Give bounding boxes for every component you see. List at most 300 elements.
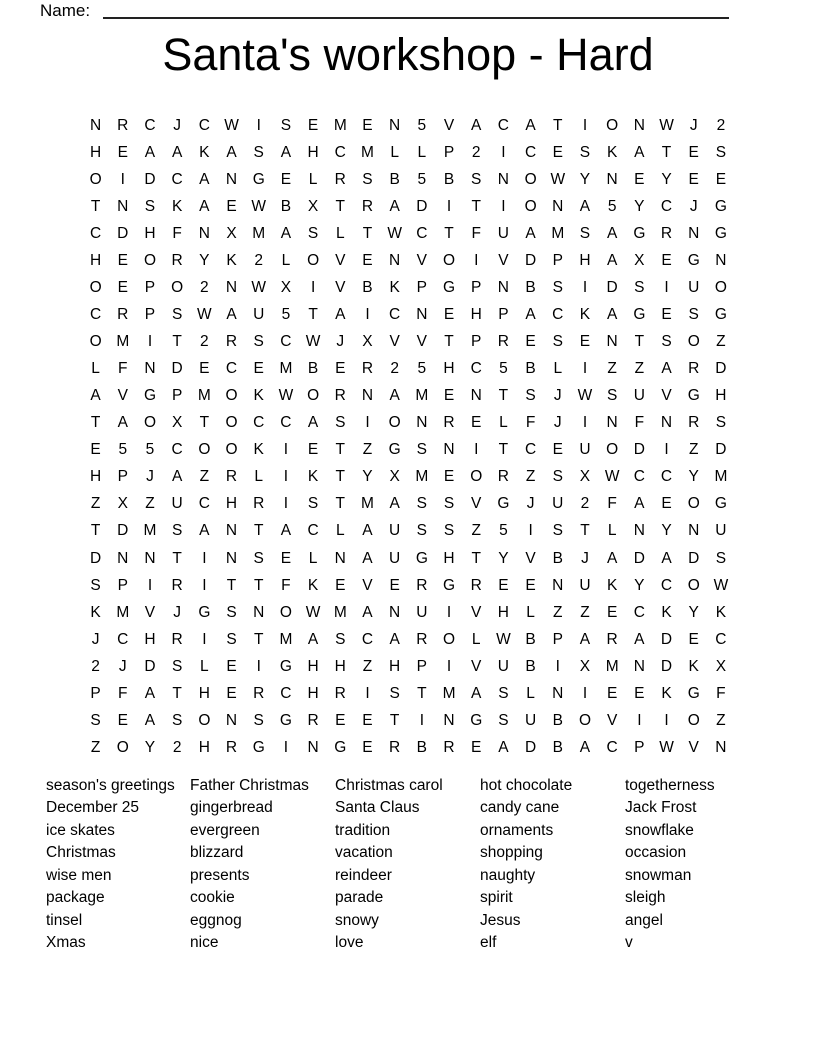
grid-cell: I [365,306,370,324]
grid-cell: O [606,441,619,459]
grid-cell: A [171,143,183,161]
grid-cell: K [688,657,699,675]
grid-cell: P [498,306,509,324]
grid-cell: M [605,657,619,675]
word-item: angel [625,911,663,929]
grid-cell: E [443,387,455,405]
grid-cell: F [716,684,726,702]
grid-cell: S [579,143,591,161]
grid-cell: E [362,116,373,134]
grid-cell: C [198,495,210,513]
grid-cell: E [389,576,400,594]
word-item: ice skates [46,821,115,839]
grid-cell: J [173,116,182,134]
word-item: tradition [335,821,391,839]
grid-cell: P [552,252,563,269]
grid-cell: Z [199,468,210,486]
grid-cell: P [144,306,156,324]
grid-cell: 5 [118,441,128,459]
grid-cell: L [200,657,209,675]
grid-cell: O [143,252,156,269]
grid-cell: C [660,468,673,486]
grid-cell: I [446,657,452,675]
word-item: elf [480,934,497,952]
grid-cell: S [253,711,264,729]
grid-cell: U [633,387,645,405]
grid-cell: E [280,549,292,567]
grid-cell: B [389,170,400,188]
word-item: Father Christmas [190,777,309,794]
grid-cell: N [389,603,401,621]
grid-cell: E [117,279,128,297]
grid-cell: I [637,711,642,729]
grid-cell: H [389,657,401,675]
grid-cell: T [172,333,182,351]
grid-cell: A [335,306,346,324]
grid-cell: D [171,360,183,378]
grid-cell: Z [716,711,726,729]
word-list-column [335,775,480,955]
grid-cell: I [202,630,207,648]
grid-cell: L [526,603,535,621]
word-item: nice [190,934,219,952]
grid-cell: A [362,603,373,621]
grid-cell: M [361,495,374,513]
grid-cell: A [280,143,292,161]
grid-cell: I [365,684,370,702]
grid-cell: N [225,279,238,297]
grid-cell: T [172,549,182,567]
grid-cell: W [305,333,321,351]
grid-cell: X [280,279,292,297]
grid-cell: R [361,197,374,215]
grid-cell: H [443,360,455,378]
grid-cell: L [91,360,100,378]
grid-cell: 5 [145,441,155,459]
grid-cell: C [524,143,537,161]
grid-cell: L [281,252,291,269]
grid-cell: L [526,684,535,702]
word-item: spirit [480,889,513,907]
grid-cell: T [199,414,210,432]
grid-cell: G [687,684,700,702]
grid-cell: G [633,224,646,242]
grid-cell: A [144,684,156,702]
grid-cell: K [226,252,237,269]
grid-cell: G [279,711,292,729]
grid-cell: E [226,197,237,215]
grid-cell: E [525,333,536,351]
word-item: tinsel [46,911,83,929]
grid-cell: T [661,143,672,161]
grid-cell: M [197,387,211,405]
grid-cell: A [579,738,591,756]
grid-cell: H [89,252,102,269]
grid-cell: S [335,414,346,432]
grid-cell: S [90,576,101,594]
grid-cell: Y [688,468,699,486]
word-item: wise men [46,866,112,884]
grid-cell: T [335,441,346,459]
grid-cell: S [579,224,591,242]
grid-cell: G [443,279,456,297]
grid-cell: J [526,495,535,513]
grid-cell: I [582,360,588,378]
grid-cell: D [715,441,727,459]
grid-cell: T [389,711,400,729]
grid-cell: V [525,549,536,567]
grid-cell: W [550,170,566,188]
grid-cell: A [634,630,645,648]
word-item: togetherness [625,777,715,794]
grid-cell: O [225,441,238,459]
grid-cell: J [146,468,154,486]
grid-cell: I [120,170,125,188]
grid-cell: A [389,197,400,215]
grid-cell: N [606,414,618,432]
grid-cell: E [307,116,319,134]
grid-cell: E [634,684,645,702]
grid-cell: A [280,522,292,540]
grid-cell: O [225,387,238,405]
grid-cell: J [173,603,182,621]
word-item: snowman [625,866,692,884]
word-item: ornaments [480,821,554,839]
grid-cell: G [714,495,727,513]
grid-cell: P [471,333,482,351]
grid-cell: M [116,333,130,351]
grid-cell: Z [580,603,590,621]
grid-cell: C [633,468,645,486]
grid-cell: C [715,630,727,648]
grid-cell: O [388,414,401,432]
word-item: reindeer [335,866,392,884]
grid-cell: O [89,279,102,297]
grid-cell: K [715,603,727,621]
grid-cell: R [470,576,482,594]
grid-cell: O [687,576,700,594]
grid-cell: G [334,738,347,756]
grid-cell: W [197,306,212,324]
grid-cell: M [551,224,565,242]
grid-cell: N [660,414,673,432]
grid-cell: W [251,279,267,297]
word-item: Jack Frost [625,799,697,817]
grid-cell: E [362,252,373,269]
grid-cell: I [283,495,289,513]
grid-cell: N [225,170,238,188]
grid-cell: E [525,576,536,594]
grid-cell: S [715,414,727,432]
grid-cell: N [89,116,102,134]
grid-cell: I [202,549,207,567]
grid-cell: W [659,116,674,134]
grid-cell: A [362,549,373,567]
grid-cell: B [525,630,536,648]
grid-cell: C [416,224,428,242]
grid-cell: Y [498,549,509,567]
grid-cell: U [579,441,591,459]
grid-cell: N [361,387,374,405]
word-item: December 25 [46,799,140,817]
grid-cell: T [253,522,264,540]
grid-cell: P [90,684,101,702]
grid-cell: X [307,197,319,215]
grid-cell: X [579,468,591,486]
grid-cell: O [714,279,727,297]
grid-cell: A [579,197,591,215]
grid-cell: V [416,333,428,351]
grid-cell: C [89,306,102,324]
word-item: snowy [335,911,379,929]
grid-cell: A [471,684,482,702]
grid-cell: Z [688,441,699,459]
grid-cell: 2 [580,495,590,513]
grid-cell: R [416,576,428,594]
grid-cell: 5 [417,170,427,188]
grid-cell: K [389,279,400,297]
grid-cell: 2 [716,116,726,134]
grid-cell: R [117,306,129,324]
grid-cell: U [389,549,401,567]
grid-cell: E [443,306,455,324]
grid-cell: Y [362,468,373,486]
grid-cell: A [525,306,536,324]
grid-cell: I [446,603,452,621]
grid-cell: G [714,306,727,324]
word-item: Xmas [46,934,86,952]
grid-cell: R [117,116,129,134]
grid-cell: A [171,468,183,486]
word-item: snowflake [625,821,694,839]
grid-cell: R [660,224,673,242]
word-item: blizzard [190,844,244,862]
grid-cell: W [305,603,321,621]
letter-grid [82,112,735,761]
grid-cell: E [661,495,672,513]
grid-cell: O [524,197,537,215]
grid-cell: V [335,279,346,297]
grid-cell: M [116,603,130,621]
word-item: vacation [335,844,393,862]
grid-cell: H [307,143,319,161]
grid-cell: 2 [390,360,399,378]
grid-cell: 5 [417,360,427,378]
grid-cell: I [474,252,479,269]
grid-cell: S [688,306,699,324]
grid-cell: A [144,711,156,729]
grid-cell: C [470,360,482,378]
grid-cell: F [634,414,645,432]
grid-cell: S [552,468,563,486]
grid-cell: R [334,387,346,405]
grid-cell: R [225,468,238,486]
grid-cell: T [471,549,481,567]
grid-cell: G [388,441,401,459]
grid-cell: 5 [499,522,508,540]
grid-cell: D [117,522,129,540]
grid-cell: N [497,279,509,297]
grid-cell: U [497,224,509,242]
grid-cell: P [171,387,183,405]
grid-cell: C [361,630,374,648]
grid-cell: N [688,224,700,242]
grid-cell: A [498,738,509,756]
grid-cell: N [688,522,700,540]
grid-cell: N [144,549,156,567]
word-list-column [46,775,190,955]
grid-cell: L [308,549,318,567]
grid-cell: V [335,252,346,269]
grid-cell: S [280,116,292,134]
grid-cell: E [606,684,618,702]
grid-cell: C [198,116,210,134]
grid-cell: W [604,468,620,486]
grid-cell: R [497,468,509,486]
grid-cell: I [501,143,506,161]
word-list [46,775,715,955]
grid-cell: W [387,224,402,242]
grid-cell: E [498,576,509,594]
grid-cell: S [443,522,455,540]
grid-cell: G [714,224,727,242]
grid-cell: S [443,495,455,513]
grid-cell: E [335,576,346,594]
grid-cell: S [335,630,346,648]
word-item: candy cane [480,799,560,817]
grid-cell: Y [634,576,645,594]
grid-cell: D [117,224,129,242]
grid-cell: N [552,576,564,594]
grid-cell: J [581,549,589,567]
grid-cell: Y [199,252,210,269]
grid-cell: C [280,414,292,432]
grid-cell: G [252,738,265,756]
grid-cell: I [528,522,533,540]
grid-cell: Y [579,170,591,188]
grid-cell: J [336,333,345,351]
grid-cell: S [606,387,618,405]
grid-cell: E [307,441,319,459]
grid-cell: S [171,522,183,540]
grid-cell: N [416,414,428,432]
grid-cell: V [471,657,482,675]
grid-cell: A [606,306,618,324]
grid-cell: K [307,468,319,486]
grid-cell: V [117,387,128,405]
grid-cell: M [442,684,456,702]
grid-cell: O [443,252,456,269]
grid-cell: M [714,468,728,486]
grid-cell: C [225,360,238,378]
grid-cell: C [633,603,645,621]
grid-cell: K [579,306,591,324]
grid-cell: X [579,657,591,675]
grid-cell: R [171,630,183,648]
grid-cell: T [471,197,481,215]
grid-cell: P [416,279,428,297]
grid-cell: G [443,576,456,594]
grid-cell: E [335,711,346,729]
grid-cell: O [143,414,156,432]
grid-cell: 2 [200,279,209,297]
grid-cell: S [715,143,727,161]
grid-cell: H [307,657,319,675]
grid-cell: V [362,576,373,594]
grid-cell: H [198,684,210,702]
grid-cell: A [471,116,482,134]
grid-cell: C [280,333,292,351]
grid-cell: G [497,495,510,513]
word-item: parade [335,889,384,907]
grid-cell: 5 [417,116,427,134]
grid-cell: O [606,116,619,134]
grid-cell: H [470,306,482,324]
grid-cell: N [389,252,401,269]
name-row [40,2,729,19]
grid-cell: N [552,684,564,702]
grid-cell: W [659,738,674,756]
grid-cell: O [687,711,700,729]
grid-cell: T [226,576,237,594]
grid-cell: A [606,549,618,567]
grid-cell: E [661,306,672,324]
grid-cell: V [389,333,400,351]
grid-cell: E [661,252,672,269]
grid-cell: T [90,197,101,215]
grid-cell: E [634,170,645,188]
grid-cell: C [171,441,183,459]
grid-cell: S [144,197,156,215]
grid-cell: E [552,143,563,161]
grid-cell: C [117,630,129,648]
grid-cell: S [253,549,264,567]
grid-cell: D [89,549,102,567]
grid-cell: 5 [607,197,617,215]
grid-cell: E [443,468,455,486]
grid-cell: W [496,630,511,648]
grid-cell: R [361,360,374,378]
grid-cell: N [606,170,618,188]
word-list-column [190,775,335,955]
grid-cell: V [688,738,699,756]
grid-cell: A [389,387,400,405]
grid-cell: C [660,576,673,594]
word-item: cookie [190,889,235,907]
grid-cell: E [579,333,591,351]
grid-cell: R [416,630,428,648]
grid-cell: I [256,116,261,134]
grid-cell: O [687,333,700,351]
grid-cell: E [715,170,727,188]
grid-cell: M [333,603,347,621]
grid-cell: C [334,143,346,161]
grid-cell: O [198,441,211,459]
grid-cell: N [144,360,156,378]
grid-cell: H [225,495,238,513]
grid-cell: C [307,522,319,540]
grid-cell: R [443,738,455,756]
grid-cell: T [335,197,346,215]
grid-cell: Z [471,522,481,540]
grid-cell: B [416,738,428,756]
grid-cell: R [606,630,618,648]
grid-cell: I [582,279,588,297]
grid-cell: P [471,279,482,297]
grid-cell: Z [525,468,536,486]
grid-cell: F [118,684,128,702]
grid-cell: M [279,630,293,648]
